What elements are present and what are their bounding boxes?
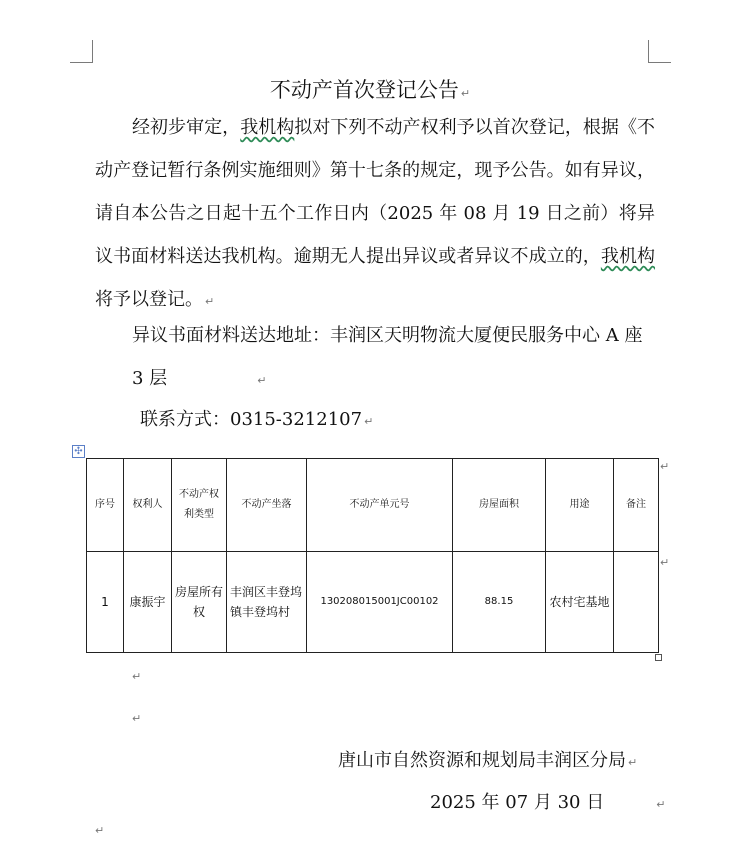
cell-serial: 1 [87,552,124,653]
row-end-mark-icon: ↵ [660,556,670,569]
org-name: 我机构 [600,246,656,267]
crop-mark-top-left [70,40,93,63]
cell-usage: 农村宅基地 [546,552,614,653]
header-serial: 序号 [87,459,124,552]
cell-right-type: 房屋所有权 [172,552,227,653]
cell-location: 丰润区丰登坞镇丰登坞村 [227,552,307,653]
paragraph-mark-icon: ↵ [95,824,105,837]
objection-address: 异议书面材料送达地址：丰润区天明物流大厦便民服务中心 A 座 3 层 ↵ [132,325,643,389]
paragraph-mark-icon: ↵ [205,295,215,308]
header-remarks: 备注 [614,459,659,552]
paragraph-mark-icon: ↵ [132,670,142,683]
paragraph-mark-icon: ↵ [364,415,374,428]
contact-info: 联系方式：0315-3212107 ↵ [140,409,374,430]
notice-body: 经初步审定，我机构拟对下列不动产权利予以首次登记，根据《不动产登记暂行条例实施细则》第十七条的规定，现予公告。如有异议，请自本公告之日起十五个工作日内（2025 年 08 月 19 日之前）将异议书面材料送达我机构。逾期无人提出异议或者异议不成立的，我机构将予以登记。 ↵ [95,117,656,310]
paragraph-mark-icon: ↵ [257,374,267,387]
header-usage: 用途 [546,459,614,552]
signature-date: 2025 年 07 月 30 日 ↵ [430,792,666,813]
notice-title: 不动产首次登记公告 ↵ [269,78,471,102]
header-area: 房屋面积 [453,459,546,552]
paragraph-mark-icon: ↵ [132,712,142,725]
table-move-handle-icon[interactable]: ✣ [72,445,85,458]
cell-remarks [614,552,659,653]
header-location: 不动产坐落 [227,459,307,552]
header-right-type: 不动产权利类型 [172,459,227,552]
cell-owner: 康振宇 [124,552,172,653]
signature-org: 唐山市自然资源和规划局丰润区分局 ↵ [338,750,638,771]
cell-area: 88.15 [453,552,546,653]
header-unit-number: 不动产单元号 [307,459,453,552]
paragraph-mark-icon: ↵ [460,87,471,100]
table-row [87,552,659,653]
paragraph-mark-icon: ↵ [628,756,638,769]
crop-mark-top-right [648,40,671,63]
org-name: 我机构 [240,117,295,138]
paragraph-mark-icon: ↵ [656,798,666,811]
table-header-row [87,459,659,552]
cell-unit-number: 130208015001JC00102 [307,552,453,653]
row-end-mark-icon: ↵ [660,460,670,473]
table-resize-handle[interactable] [655,654,662,661]
header-owner: 权利人 [124,459,172,552]
registration-table [86,458,659,653]
